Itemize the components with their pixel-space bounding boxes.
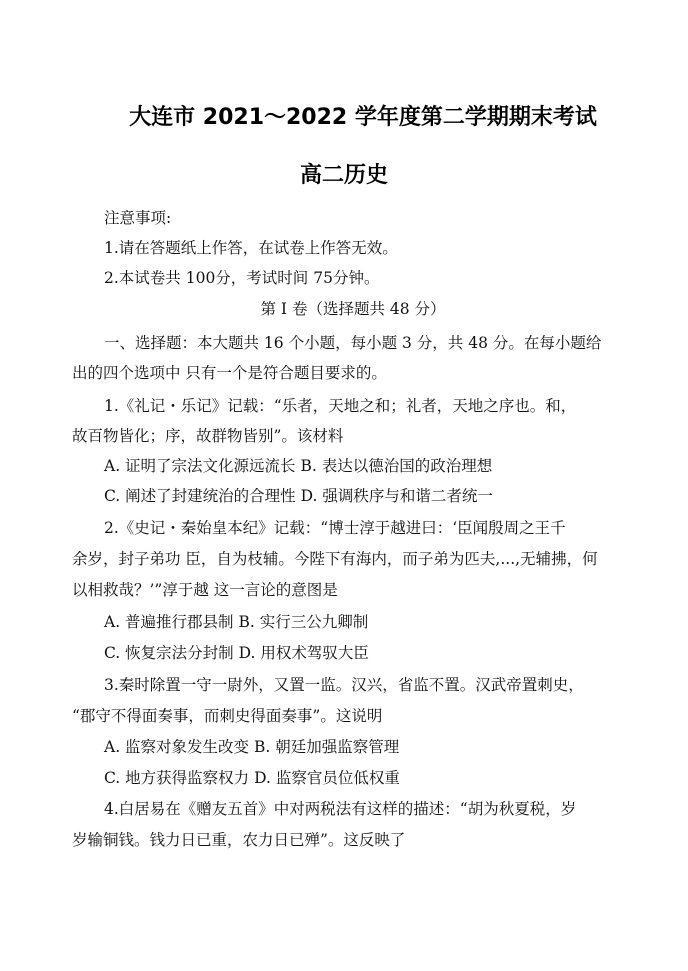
question-2-stem: 以相救哉？’”淳于越 这一言论的意图是 xyxy=(72,581,338,599)
question-1-stem: 1.《礼记・乐记》记载：“乐者，天地之和；礼者，天地之序也。和， xyxy=(104,397,577,415)
question-1-stem: 故百物皆化；序，故群物皆别”。该材料 xyxy=(72,427,344,445)
question-3-stem: “郡守不得面奏事，而刺史得面奏事”。这说明 xyxy=(72,707,383,725)
section-title: 第 I 卷（选择题共 48 分） xyxy=(260,300,446,318)
notes-item: 1.请在答题纸上作答，在试卷上作答无效。 xyxy=(104,239,398,257)
section-intro: 出的四个选项中 只有一个是符合题目要求的。 xyxy=(72,364,387,382)
section-intro: 一、选择题：本大题共 16 个小题，每小题 3 分，共 48 分。在每小题给 xyxy=(104,334,602,352)
question-2-options: C. 恢复宗法分封制 D. 用权术驾驭大臣 xyxy=(104,644,369,662)
question-2-stem: 2.《史记・秦始皇本纪》记载：“博士淳于越进曰：‘臣闻殷周之王千 xyxy=(104,519,566,537)
notes-item: 2.本试卷共 100分，考试时间 75分钟。 xyxy=(104,269,380,287)
question-3-stem: 3.秦时除置一守一尉外，又置一监。汉兴，省监不置。汉武帝置刺史， xyxy=(104,676,584,694)
question-3-options: C. 地方获得监察权力 D. 监察官员位低权重 xyxy=(104,769,400,787)
question-1-options: A. 证明了宗法文化源远流长 B. 表达以德治国的政治理想 xyxy=(104,457,493,475)
question-2-options: A. 普遍推行郡县制 B. 实行三公九卿制 xyxy=(104,613,369,631)
exam-subject: 高二历史 xyxy=(299,163,388,188)
question-1-options: C. 阐述了封建统治的合理性 D. 强调秩序与和谐二者统一 xyxy=(104,487,493,505)
question-2-stem: 余岁，封子弟功 臣，自为枝辅。今陛下有海内，而子弟为匹夫,...,无辅拂，何 xyxy=(72,550,598,568)
question-3-options: A. 监察对象发生改变 B. 朝廷加强监察管理 xyxy=(104,738,400,756)
exam-title: 大连市 2021～2022 学年度第二学期期末考试 xyxy=(129,105,597,130)
question-4-stem: 4.白居易在《赠友五首》中对两税法有这样的描述：“胡为秋夏税，岁 xyxy=(104,800,577,818)
notes-heading: 注意事项: xyxy=(104,209,172,227)
question-4-stem: 岁输铜钱。钱力日已重，农力日已殚”。这反映了 xyxy=(72,831,406,849)
